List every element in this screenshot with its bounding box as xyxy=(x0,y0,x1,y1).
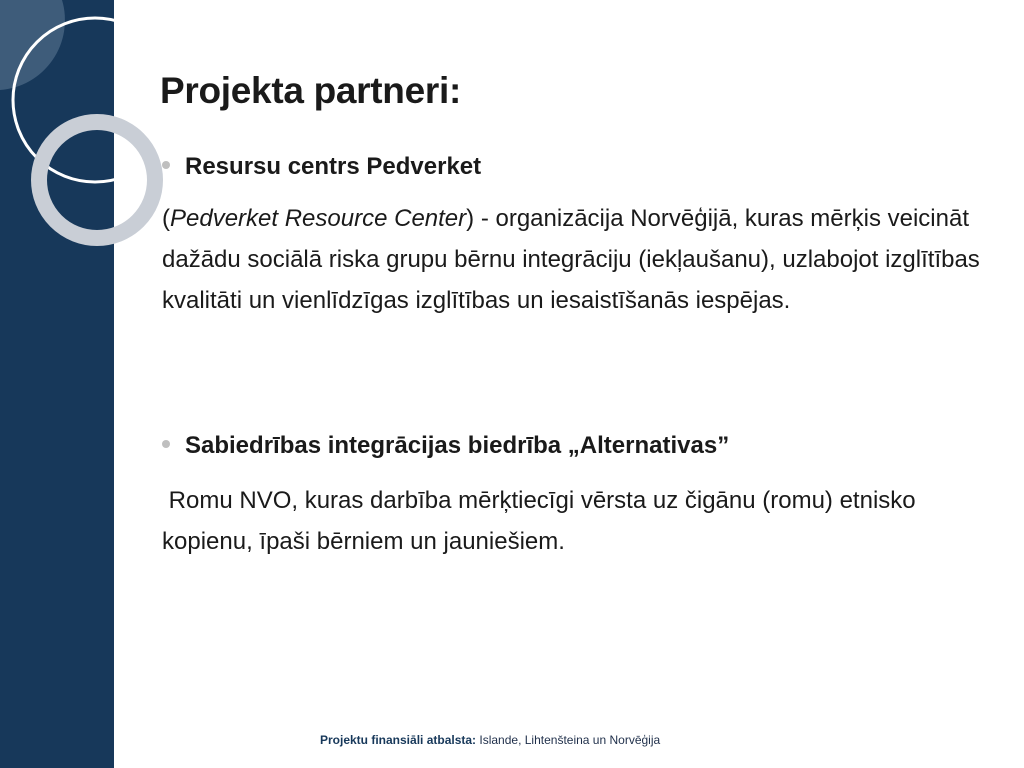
bullet-dot-icon xyxy=(162,440,170,448)
paren-open: ( xyxy=(162,205,170,232)
footer-text: Islande, Lihtenšteina un Norvēģija xyxy=(476,733,661,747)
footer-credit xyxy=(320,733,660,747)
slide-title: Projekta partneri: xyxy=(160,70,461,111)
footer-label: Projektu finansiāli atbalsta: xyxy=(320,733,477,747)
bullet-item-pedverket xyxy=(162,153,481,181)
decorative-rings-icon xyxy=(0,0,130,260)
italic-org-name: Pedverket Resource Center xyxy=(170,205,467,232)
paragraph-alternativas: Romu NVO, kuras darbība mērķtiecīgi vērsta uz čigānu (romu) etnisko kopienu, īpaši bērniem un jauniešiem. xyxy=(162,487,923,555)
bullet-heading: Sabiedrības integrācijas biedrība „Alternativas” xyxy=(185,432,730,459)
bullet-item-alternativas xyxy=(162,432,729,460)
paragraph-text: ) - organizācija Norvēģijā, kuras mērķis veicināt dažādu sociālā riska grupu bērnu integrāciju (iekļaušanu), uzlabojot izglītības kvalitāti un vienlīdzīgas izglītības un iesaistīšanās iespējas. xyxy=(162,205,980,314)
bullet-heading: Resursu centrs Pedverket xyxy=(185,153,482,180)
bullet-dot-icon xyxy=(162,161,170,169)
paragraph-pedverket xyxy=(162,198,992,321)
decor-thick-ring xyxy=(39,122,155,238)
